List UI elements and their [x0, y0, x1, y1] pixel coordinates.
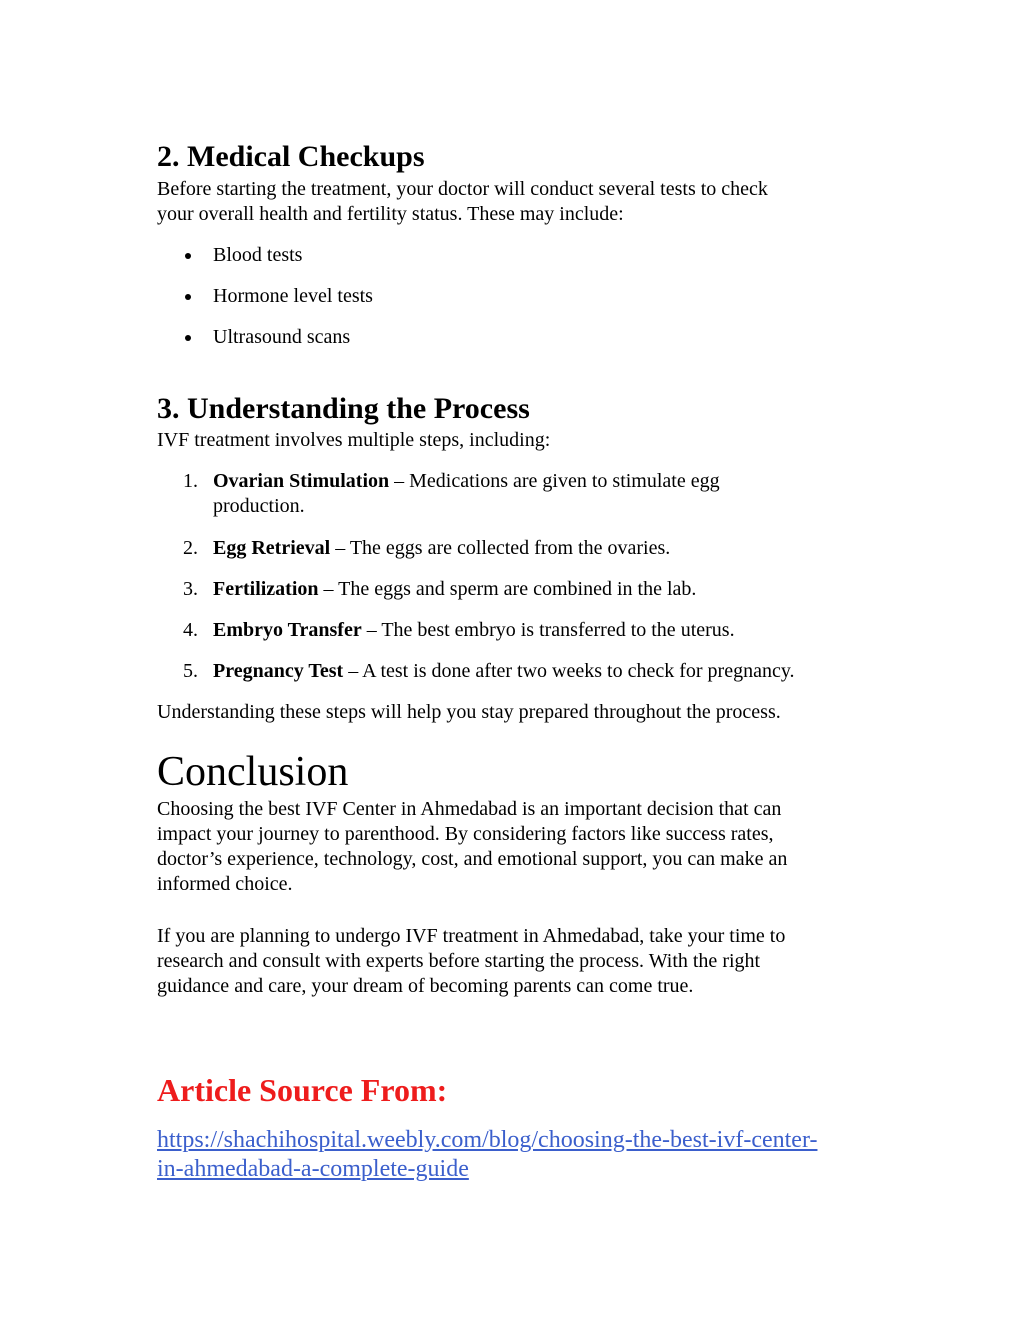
step-description: – A test is done after two weeks to check for pregnancy. [343, 660, 795, 682]
list-number: 2. [183, 537, 198, 559]
medical-checkups-intro [157, 177, 872, 227]
list-number: 3. [183, 578, 198, 600]
intro-line: IVF treatment involves multiple steps, including: [157, 429, 551, 451]
paragraph-line: If you are planning to undergo IVF treatment in Ahmedabad, take your time to [157, 925, 786, 947]
list-item-text [213, 469, 873, 519]
step-description: production. [213, 495, 305, 517]
outro-line: Understanding these steps will help you stay prepared throughout the process. [157, 701, 781, 723]
bullet-icon [185, 253, 191, 259]
list-item-text [213, 577, 873, 602]
step-title: Fertilization [213, 578, 319, 600]
list-number: 1. [183, 470, 198, 492]
process-outro [157, 700, 872, 725]
process-intro [157, 428, 872, 453]
step-title: Egg Retrieval [213, 537, 331, 559]
step-title: Pregnancy Test [213, 660, 344, 682]
paragraph-line: informed choice. [157, 873, 293, 895]
article-source-heading: Article Source From: [157, 1072, 448, 1108]
list-item-text [213, 659, 873, 684]
paragraph-line: doctor’s experience, technology, cost, and emotional support, you can make an [157, 848, 788, 870]
step-title: Ovarian Stimulation [213, 470, 390, 492]
step-description: – Medications are given to stimulate egg [389, 470, 720, 492]
step-description: – The eggs are collected from the ovaries. [330, 537, 671, 559]
conclusion-heading: Conclusion [157, 749, 349, 795]
bullet-icon [185, 294, 191, 300]
intro-line: your overall health and fertility status. These may include: [157, 203, 624, 225]
conclusion-paragraph-1 [157, 797, 872, 897]
list-item-text [213, 618, 873, 643]
list-item-text: Ultrasound scans [213, 326, 351, 348]
source-link-line-2[interactable]: in-ahmedabad-a-complete-guide [157, 1156, 469, 1182]
source-link-line-1[interactable]: https://shachihospital.weebly.com/blog/choosing-the-best-ivf-center- [157, 1127, 818, 1153]
section-heading-medical-checkups: 2. Medical Checkups [157, 140, 425, 173]
paragraph-line: impact your journey to parenthood. By considering factors like success rates, [157, 823, 774, 845]
step-description: – The best embryo is transferred to the uterus. [361, 619, 735, 641]
step-description: – The eggs and sperm are combined in the lab. [318, 578, 697, 600]
section-heading-understanding-process: 3. Understanding the Process [157, 392, 530, 425]
list-number: 4. [183, 619, 198, 641]
conclusion-paragraph-2 [157, 924, 872, 999]
paragraph-line: research and consult with experts before starting the process. With the right [157, 950, 761, 972]
step-title: Embryo Transfer [213, 619, 362, 641]
bullet-icon [185, 335, 191, 341]
list-number: 5. [183, 660, 198, 682]
list-item-text: Hormone level tests [213, 285, 373, 307]
list-item-text: Blood tests [213, 244, 303, 266]
intro-line: Before starting the treatment, your doctor will conduct several tests to check [157, 178, 768, 200]
paragraph-line: Choosing the best IVF Center in Ahmedabad is an important decision that can [157, 798, 782, 820]
list-item-text [213, 536, 873, 561]
paragraph-line: guidance and care, your dream of becoming parents can come true. [157, 975, 694, 997]
